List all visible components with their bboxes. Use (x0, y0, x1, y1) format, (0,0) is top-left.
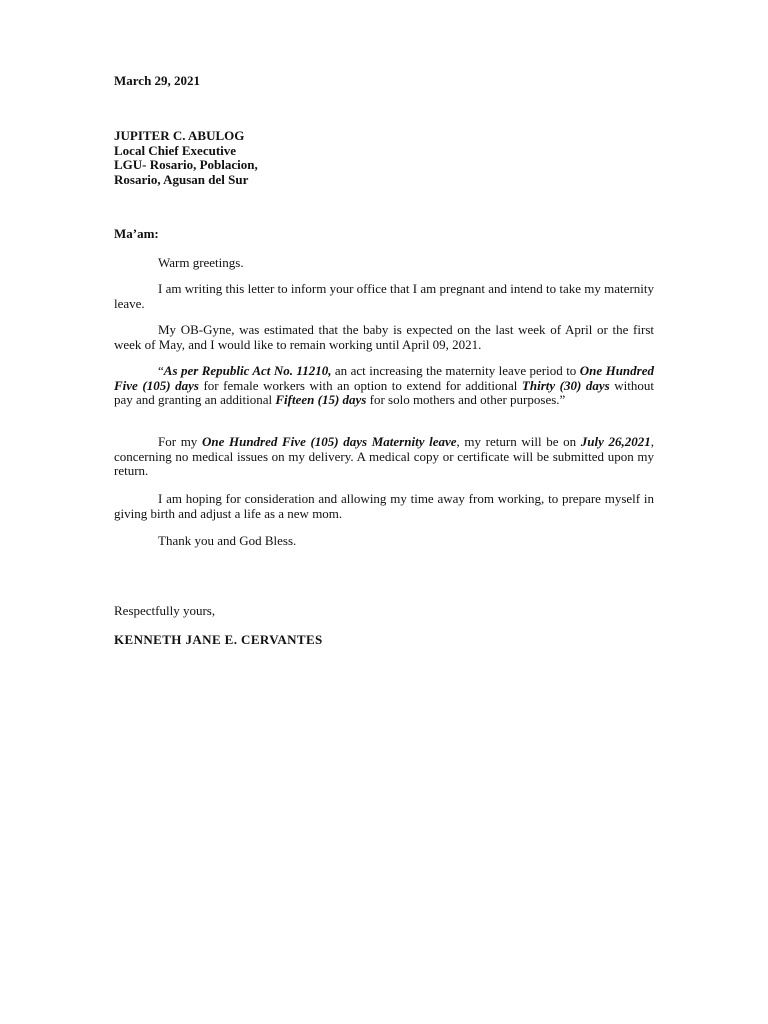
paragraph-greeting: Warm greetings. (158, 255, 244, 270)
recipient-office: LGU- Rosario, Poblacion, (114, 157, 258, 172)
closing: Respectfully yours, (114, 603, 216, 618)
recipient-block (114, 129, 258, 187)
salutation: Ma’am: (114, 226, 159, 241)
text-segment: for female workers with an option to extend for additional (198, 377, 522, 393)
paragraph-return-date (114, 435, 654, 479)
paragraph-thanks: Thank you and God Bless. (158, 533, 297, 548)
signature-name: KENNETH JANE E. CERVANTES (114, 632, 323, 647)
return-date: July 26,2021 (580, 434, 651, 449)
open-quote: “ (158, 363, 164, 378)
recipient-address: Rosario, Agusan del Sur (114, 171, 249, 187)
text-segment: for solo mothers and other purposes.” (366, 392, 566, 407)
recipient-name: JUPITER C. ABULOG (114, 128, 245, 143)
leave-105-days: One Hundred Five (105) days (114, 363, 654, 393)
text-segment: , my return will be on (456, 434, 581, 449)
paragraph-consideration: I am hoping for consideration and allowing my time away from working, to prepare myself in giving birth and adjust a life as a new mom. (114, 491, 654, 521)
text-segment: , concerning no medical issues on my delivery. A medical copy or certificate will be submitted upon my return. (114, 434, 654, 478)
leave-15-days: Fifteen (15) days (275, 392, 367, 407)
recipient-title: Local Chief Executive (114, 142, 237, 158)
text-segment: an act increasing the maternity leave period to (331, 363, 580, 378)
letter-date: March 29, 2021 (114, 73, 201, 88)
text-segment: without pay and granting an additional (114, 377, 654, 407)
text-segment: For my (158, 434, 202, 449)
maternity-leave-duration: One Hundred Five (105) days Maternity leave (201, 434, 457, 449)
paragraph-intent: I am writing this letter to inform your office that I am pregnant and intend to take my maternity leave. (114, 281, 654, 311)
paragraph-republic-act (114, 364, 654, 408)
paragraph-due-date: My OB-Gyne, was estimated that the baby is expected on the last week of April or the first week of May, and I would like to remain working until April 09, 2021. (114, 322, 654, 352)
leave-30-days: Thirty (30) days (521, 377, 610, 393)
republic-act-reference: As per Republic Act No. 11210, (163, 363, 332, 378)
